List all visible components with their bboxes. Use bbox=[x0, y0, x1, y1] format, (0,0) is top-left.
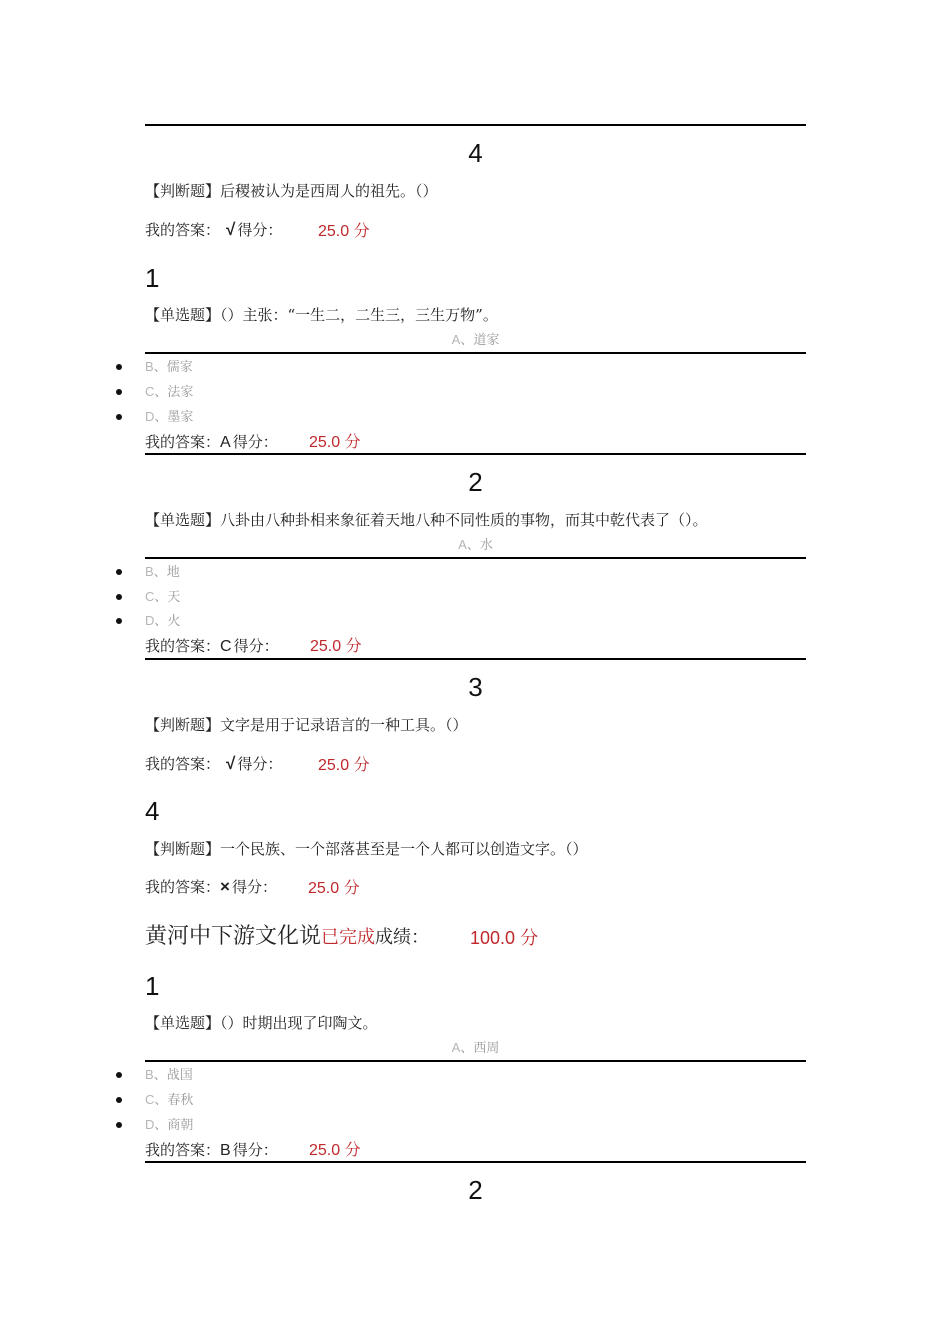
option-a: A、道家 bbox=[451, 332, 500, 348]
bullet bbox=[116, 1072, 122, 1078]
option-a: A、西周 bbox=[451, 1040, 500, 1056]
option-d: D、墨家 bbox=[145, 409, 194, 425]
answer-value: A bbox=[220, 434, 231, 451]
question-text: 【判断题】后稷被认为是西周人的祖先。（） bbox=[145, 182, 438, 200]
divider bbox=[145, 352, 806, 354]
option-b: B、地 bbox=[145, 564, 180, 580]
score-value: 25.0 分 bbox=[308, 878, 360, 897]
answer-value: √ bbox=[226, 754, 236, 773]
answer-value: B bbox=[220, 1142, 231, 1159]
section-title: 黄河中下游文化说已完成成绩： bbox=[145, 924, 430, 949]
question-text: 【单选题】（）主张：“一生二，二生三，三生万物”。 bbox=[145, 306, 498, 324]
bullet bbox=[116, 569, 122, 575]
score-value: 25.0 分 bbox=[318, 755, 370, 774]
my-answer: 我的答案：B 得分： bbox=[145, 1141, 278, 1159]
my-answer: 我的答案：× 得分： bbox=[145, 877, 277, 896]
question-number: 3 bbox=[468, 672, 483, 702]
section-grade: 100.0 分 bbox=[470, 928, 539, 949]
divider bbox=[145, 1060, 806, 1062]
question-text: 【判断题】文字是用于记录语言的一种工具。（） bbox=[145, 716, 468, 734]
bullet bbox=[116, 618, 122, 624]
divider bbox=[145, 453, 806, 455]
score-value: 25.0 分 bbox=[318, 221, 370, 240]
score-value: 25.0 分 bbox=[309, 1140, 361, 1159]
my-answer: 我的答案： √ 得分： bbox=[145, 220, 283, 239]
answer-value: C bbox=[220, 638, 232, 655]
my-answer: 我的答案：A 得分： bbox=[145, 433, 278, 451]
bullet bbox=[116, 364, 122, 370]
option-c: C、法家 bbox=[145, 384, 194, 400]
option-c: C、春秋 bbox=[145, 1092, 194, 1108]
section-status: 已完成 bbox=[321, 927, 376, 948]
bullet bbox=[116, 1122, 122, 1128]
question-number: 1 bbox=[145, 971, 160, 1001]
question-number: 4 bbox=[468, 138, 483, 168]
divider bbox=[145, 1161, 806, 1163]
option-b: B、战国 bbox=[145, 1067, 193, 1083]
option-a: A、水 bbox=[458, 537, 493, 553]
divider bbox=[145, 557, 806, 559]
question-text: 【单选题】八卦由八种卦相来象征着天地八种不同性质的事物，而其中乾代表了（）。 bbox=[145, 511, 708, 529]
divider bbox=[145, 658, 806, 660]
question-number: 1 bbox=[145, 263, 160, 293]
option-c: C、天 bbox=[145, 589, 181, 605]
question-number: 2 bbox=[468, 1175, 483, 1205]
option-b: B、儒家 bbox=[145, 359, 193, 375]
bullet bbox=[116, 414, 122, 420]
score-value: 25.0 分 bbox=[309, 432, 361, 451]
question-number: 4 bbox=[145, 796, 160, 826]
option-d: D、火 bbox=[145, 613, 181, 629]
my-answer: 我的答案： √ 得分： bbox=[145, 754, 283, 773]
question-text: 【单选题】（）时期出现了印陶文。 bbox=[145, 1014, 378, 1032]
my-answer: 我的答案：C 得分： bbox=[145, 637, 279, 655]
bullet bbox=[116, 594, 122, 600]
answer-value: √ bbox=[226, 220, 236, 239]
bullet bbox=[116, 389, 122, 395]
divider bbox=[145, 124, 806, 126]
question-number: 2 bbox=[468, 467, 483, 497]
question-text: 【判断题】一个民族、一个部落甚至是一个人都可以创造文字。（） bbox=[145, 840, 588, 858]
option-d: D、商朝 bbox=[145, 1117, 194, 1133]
score-value: 25.0 分 bbox=[310, 636, 362, 655]
answer-value: × bbox=[220, 877, 230, 896]
bullet bbox=[116, 1097, 122, 1103]
